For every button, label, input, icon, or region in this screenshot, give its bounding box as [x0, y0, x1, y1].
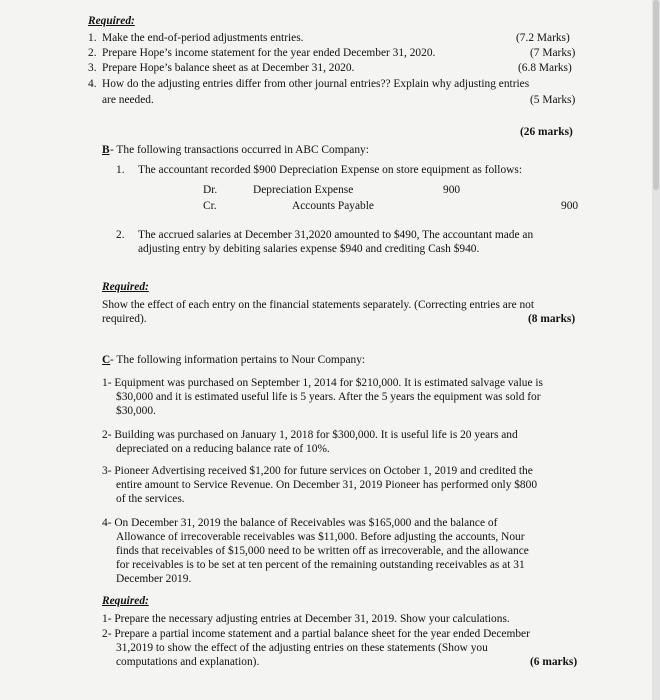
dr-label: Dr.	[203, 184, 218, 196]
part-b-intro	[0, 143, 660, 157]
item-text: Prepare Hope’s balance sheet as at December 31, 2020.	[102, 62, 355, 74]
line-text: depreciated on a reducing balance rate of 10%.	[116, 443, 330, 455]
line-text: 3- Pioneer Advertising received $1,200 for future services on October 1, 2019 and credited the	[102, 465, 533, 477]
item-marks: (5 Marks)	[530, 94, 576, 106]
part-a-total-marks: (26 marks)	[520, 126, 573, 138]
part-c-item-2-line-2	[0, 442, 660, 456]
part-c-item-4-line-3	[0, 544, 660, 558]
line-text: finds that receivables of $15,000 need to be written off as irrecoverable, and the allowance	[116, 545, 529, 557]
item-number: 4.	[88, 78, 97, 90]
part-b-required-line-1	[0, 298, 660, 312]
line-text: 2- Building was purchased on January 1, 2018 for $300,000. It is useful life is 20 years and	[102, 429, 518, 441]
line-text: December 2019.	[116, 573, 192, 585]
part-a-item-4	[0, 77, 660, 91]
part-b-required-heading: Required:	[102, 281, 149, 293]
vertical-scrollbar[interactable]	[652, 0, 660, 700]
required-text: Show the effect of each entry on the financial statements separately. (Correcting entries are not	[102, 299, 535, 311]
part-c-intro	[0, 353, 660, 367]
line-text: $30,000 and it is estimated useful life is 5 years. After the 5 years the equipment was sold for	[116, 391, 541, 403]
line-text: $30,000.	[116, 405, 156, 417]
part-letter: B	[102, 144, 110, 156]
part-c-item-3-line-1	[0, 464, 660, 478]
journal-credit-line	[0, 199, 660, 213]
part-a-item-4-cont	[0, 93, 660, 107]
item-marks: (6.8 Marks)	[518, 62, 572, 74]
cr-account: Accounts Payable	[292, 200, 374, 212]
line-text: 31,2019 to show the effect of the adjusting entries on these statements (Show you	[116, 642, 488, 654]
item-text: Prepare Hope’s income statement for the year ended December 31, 2020.	[102, 47, 436, 59]
part-c-required-heading: Required:	[102, 595, 149, 607]
line-text: 1- Equipment was purchased on September 1, 2014 for $210,000. It is estimated salvage value is	[102, 377, 543, 389]
item-number: 3.	[88, 62, 97, 74]
intro-text: - The following information pertains to Nour Company:	[110, 354, 366, 366]
part-a-item-2	[0, 46, 660, 60]
part-c-item-4-line-4	[0, 558, 660, 572]
line-text: 1- Prepare the necessary adjusting entries at December 31, 2019. Show your calculations.	[102, 613, 510, 625]
part-c-req-2-line-3	[0, 655, 660, 669]
line-text: 2- Prepare a partial income statement and a partial balance sheet for the year ended December	[102, 628, 530, 640]
item-number: 2.	[88, 47, 97, 59]
part-c-item-3-line-2	[0, 478, 660, 492]
part-c-item-4-line-5	[0, 572, 660, 586]
item-text: How do the adjusting entries differ from other journal entries?? Explain why adjusting entries	[102, 78, 530, 90]
item-marks: (7.2 Marks)	[516, 32, 570, 44]
item-text-cont: adjusting entry by debiting salaries expense $940 and crediting Cash $940.	[138, 243, 480, 255]
required-text-cont: required).	[102, 313, 147, 325]
line-text: computations and explanation).	[116, 656, 260, 668]
line-text: 4- On December 31, 2019 the balance of Receivables was $165,000 and the balance of	[102, 517, 498, 529]
part-b-item-1	[0, 163, 660, 177]
cr-amount: 900	[561, 200, 579, 212]
part-c-item-4-line-2	[0, 530, 660, 544]
item-number: 1.	[88, 32, 97, 44]
part-c-item-4-line-1	[0, 516, 660, 530]
part-c-req-1	[0, 612, 660, 626]
line-text: entire amount to Service Revenue. On December 31, 2019 Pioneer has performed only $800	[116, 479, 538, 491]
part-c-item-3-line-3	[0, 492, 660, 506]
part-b-required-line-2	[0, 312, 660, 326]
part-c-item-1-line-3	[0, 404, 660, 418]
item-text: Make the end-of-period adjustments entries.	[102, 32, 304, 44]
part-b-item-2-cont	[0, 242, 660, 256]
part-c-item-1-line-2	[0, 390, 660, 404]
part-c-item-2-line-1	[0, 428, 660, 442]
part-c-req-2-line-1	[0, 627, 660, 641]
item-text-cont: are needed.	[102, 94, 154, 106]
item-number: 2.	[116, 229, 125, 241]
item-marks: (7 Marks)	[530, 47, 576, 59]
part-b-item-2	[0, 228, 660, 242]
part-b-marks: (8 marks)	[528, 313, 576, 325]
intro-text: - The following transactions occurred in ABC Company:	[110, 144, 369, 156]
part-c-marks: (6 marks)	[530, 656, 578, 668]
journal-debit-line	[0, 183, 660, 197]
part-c-req-2-line-2	[0, 641, 660, 655]
line-text: of the services.	[116, 493, 185, 505]
scrollbar-thumb[interactable]	[653, 0, 659, 190]
dr-amount: 900	[443, 184, 461, 196]
item-number: 1.	[116, 164, 125, 176]
part-a-item-3	[0, 61, 660, 75]
part-a-item-1	[0, 31, 660, 45]
cr-label: Cr.	[203, 200, 217, 212]
part-c-item-1-line-1	[0, 376, 660, 390]
line-text: for receivables is to be set at ten percent of the remaining outstanding receivables as at 31	[116, 559, 525, 571]
line-text: Allowance of irrecoverable receivables was $11,000. Before adjusting the accounts, Nour	[116, 531, 525, 543]
part-letter: C	[102, 354, 111, 366]
item-text: The accrued salaries at December 31,2020 amounted to $490, The accountant made an	[138, 229, 534, 241]
dr-account: Depreciation Expense	[253, 184, 354, 196]
part-a-required-heading: Required:	[88, 15, 135, 27]
item-text: The accountant recorded $900 Depreciation Expense on store equipment as follows:	[138, 164, 522, 176]
